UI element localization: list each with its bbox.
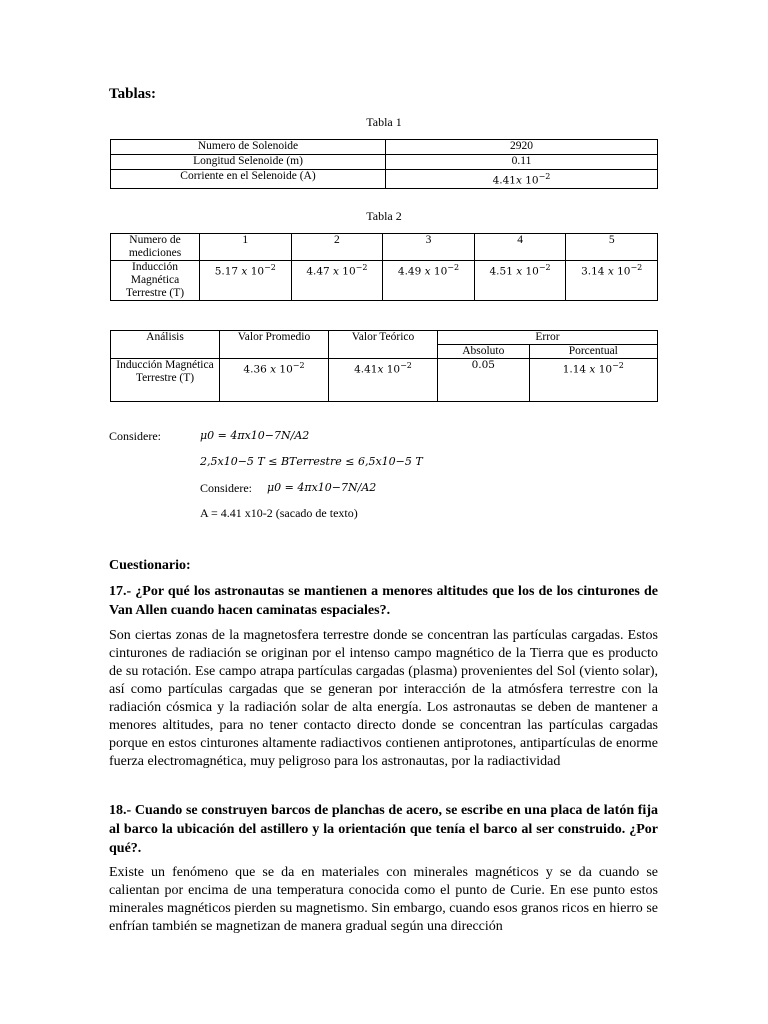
math-value: 4.41𝑥 10 bbox=[354, 363, 401, 376]
math-exponent: −2 bbox=[538, 263, 551, 272]
math-value: 1.14 𝑥 10 bbox=[562, 363, 613, 376]
tabla3-analisis bbox=[110, 330, 658, 402]
math-value: 4.36 𝑥 10 bbox=[243, 363, 293, 376]
formula-mu0: 𝜇0 = 4𝜋𝑥10−7𝑁/𝐴2 bbox=[200, 429, 310, 442]
table-cell: Valor Promedio bbox=[220, 331, 329, 359]
table-cell: 0.11 bbox=[386, 155, 658, 170]
table-cell: Valor Teórico bbox=[329, 331, 438, 359]
table-cell: Porcentual bbox=[529, 345, 657, 359]
math-value: 3.14 𝑥 10 bbox=[581, 265, 631, 278]
math-exponent: −2 bbox=[264, 263, 276, 272]
section-heading-tablas: Tablas: bbox=[109, 86, 156, 102]
math-exponent: −2 bbox=[355, 263, 368, 272]
table-row bbox=[111, 234, 658, 261]
table-cell: Inducción Magnética Terrestre (T) bbox=[111, 261, 200, 301]
tabla2-caption: Tabla 2 bbox=[366, 209, 402, 223]
table-cell-math bbox=[383, 261, 475, 301]
formula-range: 2,5𝑥10−5 𝑇 ≤ 𝐵𝑇𝑒𝑟𝑟𝑒𝑠𝑡𝑟𝑒 ≤ 6,5𝑥10−5 𝑇 bbox=[200, 455, 423, 468]
math-value: 4.41𝑥 10 bbox=[492, 174, 539, 187]
tabla1 bbox=[110, 139, 658, 189]
table-cell: 0.05 bbox=[438, 359, 530, 402]
table-cell-math bbox=[291, 261, 383, 301]
formula-a: A = 4.41 x10-2 (sacado de texto) bbox=[200, 506, 358, 520]
table-cell: 2920 bbox=[386, 140, 658, 155]
table-cell: 5 bbox=[566, 234, 658, 261]
table-row bbox=[111, 261, 658, 301]
considere-label-2: Considere: bbox=[200, 481, 252, 495]
tabla2 bbox=[110, 233, 658, 301]
table-row bbox=[111, 140, 658, 155]
table-cell: 4 bbox=[474, 234, 566, 261]
table-row bbox=[111, 359, 658, 402]
table-cell: Longitud Selenoide (m) bbox=[111, 155, 386, 170]
table-cell: Numero de Solenoide bbox=[111, 140, 386, 155]
math-exponent: −2 bbox=[447, 263, 460, 272]
cuestionario-heading: Cuestionario: bbox=[109, 558, 191, 573]
math-value: 4.47 𝑥 10 bbox=[306, 265, 356, 278]
table-row bbox=[111, 331, 658, 345]
table-cell-math bbox=[474, 261, 566, 301]
answer-17: Son ciertas zonas de la magnetosfera terrestre donde se concentran las partículas cargadas. Estos cinturones de radiación se originan por el intenso campo magnético de la Tierra que es producto de su rotación. Ese campo atrapa partículas cargadas (plasma) provenientes del Sol (viento solar), así como partículas cargadas que se generan por interacción de la atmósfera terrestre con la radiación cósmica y la radiación solar de alta energía. Los astronautas se deben de mantener a menores altitudes, para no tener contacto directo donde se concentran las partículas cargadas porque en estos cinturones altamente radiactivos contienen antiprotones, antipartículas de enorme fuerza electromagnética, muy peligroso para los astronautas, por la radiactividad bbox=[109, 628, 658, 769]
math-value: 4.51 𝑥 10 bbox=[489, 265, 539, 278]
table-cell-math bbox=[566, 261, 658, 301]
answer-18: Existe un fenómeno que se da en materiales con minerales magnéticos y se da cuando se calientan por encima de una temperatura conocida como el punto de Curie. En ese punto estos minerales magnéticos pierden su magnetismo. Sin embargo, cuando esos granos ricos en hierro se enfrían también se magnetizan de manera gradual según una dirección bbox=[109, 865, 658, 934]
table-cell-math bbox=[329, 359, 438, 402]
table-cell-math bbox=[386, 170, 658, 189]
math-exponent: −2 bbox=[630, 263, 643, 272]
question-17: 17.- ¿Por qué los astronautas se mantienen a menores altitudes que los de los cinturones de Van Allen cuando hacen caminatas espaciales?. bbox=[109, 584, 658, 618]
table-row bbox=[111, 170, 658, 189]
table-cell: 1 bbox=[200, 234, 292, 261]
table-cell-math bbox=[200, 261, 292, 301]
math-value: 4.49 𝑥 10 bbox=[397, 265, 448, 278]
table-cell: 3 bbox=[383, 234, 475, 261]
table-cell-math bbox=[529, 359, 657, 402]
table-cell: Absoluto bbox=[438, 345, 530, 359]
table-cell-math bbox=[220, 359, 329, 402]
tabla1-caption: Tabla 1 bbox=[366, 115, 402, 129]
table-cell: Corriente en el Selenoide (A) bbox=[111, 170, 386, 189]
considere-label: Considere: bbox=[109, 429, 161, 443]
math-exponent: −2 bbox=[612, 361, 624, 370]
table-cell: Inducción Magnética Terrestre (T) bbox=[111, 359, 220, 402]
table-cell: Error bbox=[438, 331, 658, 345]
table-cell: Numero de mediciones bbox=[111, 234, 200, 261]
table-cell: Análisis bbox=[111, 331, 220, 359]
table-row bbox=[111, 155, 658, 170]
table-cell: 2 bbox=[291, 234, 383, 261]
math-exponent: −2 bbox=[400, 361, 412, 370]
question-18: 18.- Cuando se construyen barcos de planchas de acero, se escribe en una placa de latón fija al barco la ubicación del astillero y la orientación que tenía el barco al ser construido. ¿Por qué?. bbox=[109, 803, 658, 856]
formula-mu0-2: 𝜇0 = 4𝜋𝑥10−7𝑁/𝐴2 bbox=[267, 481, 377, 494]
math-value: 5.17 𝑥 10 bbox=[214, 265, 265, 278]
math-exponent: −2 bbox=[292, 361, 305, 370]
math-exponent: −2 bbox=[538, 172, 551, 181]
